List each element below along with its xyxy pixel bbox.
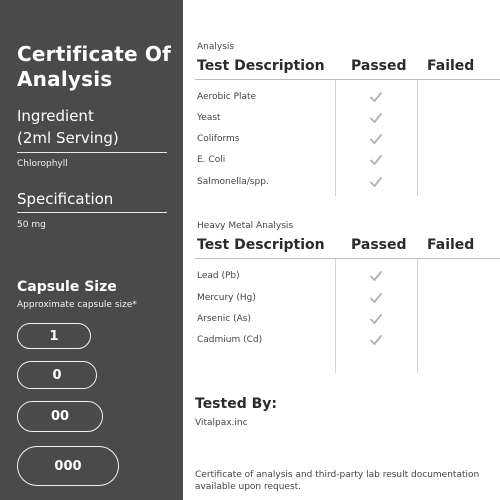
heavy-metal-column-divider-2 [417, 259, 418, 373]
analysis-row-label: Salmonella/spp. [197, 177, 269, 187]
analysis-row-label: Yeast [197, 113, 221, 123]
tested-by-lab: Vitalpax.inc [195, 418, 248, 428]
analysis-col-failed-header: Failed [427, 58, 475, 74]
check-icon [369, 269, 383, 283]
specification-divider [17, 212, 167, 213]
analysis-header-divider [195, 79, 500, 80]
check-icon [369, 291, 383, 305]
heavy-metal-row-label: Lead (Pb) [197, 271, 240, 281]
capsule-size-0: 0 [17, 361, 97, 389]
ingredient-heading [17, 105, 177, 149]
ingredient-value: Chlorophyll [17, 159, 68, 169]
page-title: Certificate Of Analysis [17, 42, 172, 91]
heavy-metal-row-label: Cadmium (Cd) [197, 335, 263, 345]
ingredient-divider [17, 152, 167, 153]
heavy-metal-col-failed-header: Failed [427, 237, 475, 253]
analysis-col-passed-header: Passed [351, 58, 407, 74]
analysis-row-label: Aerobic Plate [197, 92, 257, 102]
capsule-size-1: 1 [17, 323, 91, 349]
specification-heading: Specification [17, 190, 114, 208]
check-icon [369, 153, 383, 167]
ingredient-heading-line1: Ingredient [17, 107, 94, 125]
footer-note: Certificate of analysis and third-party lab result documentation available upon request. [195, 470, 480, 492]
analysis-row-label: Coliforms [197, 134, 240, 144]
check-icon [369, 312, 383, 326]
check-icon [369, 132, 383, 146]
heavy-metal-section-label: Heavy Metal Analysis [197, 221, 294, 231]
heavy-metal-col-test-header: Test Description [197, 237, 325, 253]
analysis-col-test-header: Test Description [197, 58, 325, 74]
analysis-section-label: Analysis [197, 42, 235, 52]
tested-by-heading: Tested By: [195, 396, 277, 412]
capsule-size-000: 000 [17, 446, 119, 486]
analysis-column-divider-2 [417, 80, 418, 196]
heavy-metal-row-label: Mercury (Hg) [197, 293, 256, 303]
heavy-metal-header-divider [195, 258, 500, 259]
capsule-size-subtitle: Approximate capsule size* [17, 300, 137, 310]
analysis-column-divider-1 [335, 80, 336, 196]
right-panel [183, 0, 500, 500]
ingredient-heading-line2: (2ml Serving) [17, 129, 119, 147]
check-icon [369, 175, 383, 189]
specification-value: 50 mg [17, 220, 46, 230]
check-icon [369, 111, 383, 125]
heavy-metal-row-label: Arsenic (As) [197, 314, 251, 324]
check-icon [369, 90, 383, 104]
heavy-metal-column-divider-1 [335, 259, 336, 373]
capsule-size-heading: Capsule Size [17, 279, 117, 295]
left-panel [0, 0, 183, 500]
capsule-size-00: 00 [17, 401, 103, 432]
analysis-row-label: E. Coli [197, 155, 226, 165]
check-icon [369, 333, 383, 347]
heavy-metal-col-passed-header: Passed [351, 237, 407, 253]
